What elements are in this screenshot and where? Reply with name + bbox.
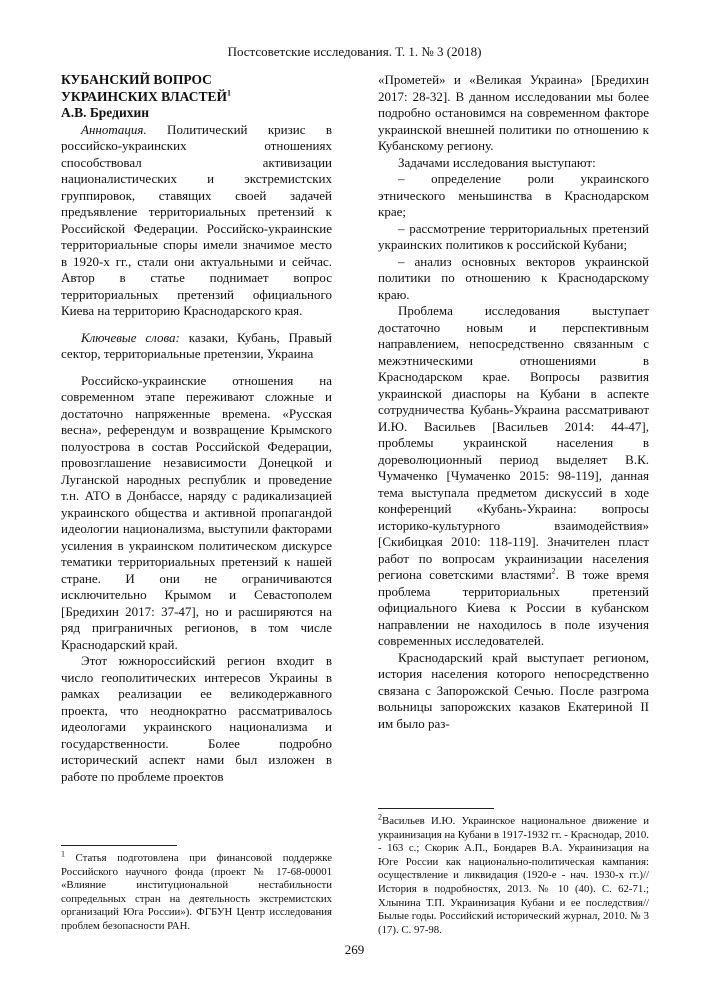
paragraph-part: Проблема исследования выступает достаточно новым и перспективным направлением, непосредственно связанным с межэтническими отношениями в Краснодарском крае. Вопросы развития украинской диаспоры на Кубани в аспекте сотрудничества Кубань-Украина рассматривают И.Ю. Васильев [Васильев 2014: 44-47], проблемы украинской населения в дореволюционный период выделяет В.К. Чумаченко [Чумаченко 2015: 98-119], данная тема выступала предметом дискуссий в ходе конференций «Кубань-Украина: вопросы историко-культурного взаимодействия» [Скибицкая 2010: 118-119]. Значителен пласт работ по вопросам украинизации населения региона советскими властями <box>378 303 649 582</box>
task-item: – анализ основных векторов украинской политики по отношению к Краснодарскому краю. <box>378 253 649 302</box>
task-item: – рассмотрение территориальных претензий украинских политиков к российской Кубани; <box>378 220 649 252</box>
abstract-label: Аннотация. <box>81 121 147 137</box>
title-line-2: УКРАИНСКИХ ВЛАСТЕЙ <box>61 88 228 104</box>
footnote-2-ref: 2 <box>551 566 556 576</box>
page-number: 269 <box>344 942 365 957</box>
paragraph: «Прометей» и «Великая Украина» [Бредихин 2017: 28-32]. В данном исследовании мы более подробно остановимся на современном факторе украинской внешней политики по отношению к Кубанскому региону. <box>378 72 649 153</box>
left-column <box>61 72 332 785</box>
footnote-2 <box>378 812 649 937</box>
footnote-rule <box>378 808 494 809</box>
keywords <box>61 330 332 363</box>
footnote-2-text: Васильев И.Ю. Украинское национальное движение и украинизация на Кубани в 1917-1932 гг. - Краснодар, 2010. - 163 с.; Скорик А.П., Бондарев В.А. Украинизация на Юге России как национально-политическая кампания: осуществление и ликвидация (1920-е - нач. 1930-х гг.)// История в подробностях, 2013. № 10 (40). С. 62-71.; Хлынина Т.П. Украинизация Кубани и ее последствия// Былые годы. Российский исторический журнал, 2010. № 3 (17). С. 97-98. <box>378 815 649 936</box>
footnote-1 <box>61 849 332 934</box>
right-column <box>378 72 649 732</box>
keywords-text: казаки, Кубань, Правый сектор, территориальные претензии, Украина <box>61 329 332 361</box>
paragraph <box>378 303 649 650</box>
task-item: – определение роли украинского этнического меньшинства в Краснодарском крае; <box>378 171 649 219</box>
title-footnote-mark: 1 <box>227 88 232 97</box>
article-title <box>61 72 332 105</box>
running-header: Постсоветские исследования. Т. 1. № 3 (2018) <box>227 44 482 59</box>
paragraph: Краснодарский край выступает регионом, история населения которого непосредственно связана с Запорожской Сечью. После разгрома вольницы запорожских казаков Екатериной II им было раз- <box>378 649 649 731</box>
paragraph: Задачами исследования выступают: <box>398 154 596 170</box>
footnote-2-mark: 2 <box>378 812 382 822</box>
paragraph: Этот южнороссийский регион входит в число геополитических интересов Украины в рамках реализации ее великодержавного проекта, что неоднократно рассматривалось идеологами украинского национализма и государственности. Более подробно исторический аспект нами был изложен в работе по проблеме проектов <box>61 653 332 784</box>
abstract-text: Политический кризис в российско-украинских отношениях способствовал активизации националистических и экстремистских группировок, ставящих своей задачей предъявление территориальных претензий к Российской Федерации. Российско-украинские территориальные споры имели значимое место в 1920-х гг., стали они актуальными и сейчас. Автор в статье поднимает вопрос территориальных претензий официального Киева на территорию Краснодарского края. <box>61 121 332 318</box>
footnote-1-text: Статья подготовлена при финансовой поддержке Российского научного фонда (проект № 17-68-00001 «Влияние институциональной нестабильности сопредельных стран на деятельность экстремистских организаций Юга России»). ФГБУН Центр исследования проблем безопасности РАН. <box>61 852 332 932</box>
article-author: А.В. Бредихин <box>61 105 150 120</box>
left-body <box>61 373 332 786</box>
footnote-1-mark: 1 <box>61 849 65 859</box>
keywords-label: Ключевые слова: <box>81 329 180 345</box>
abstract <box>61 122 332 320</box>
title-line-1: КУБАНСКИЙ ВОПРОС <box>61 72 212 87</box>
paragraph-part: . В тоже время проблема территориальных претензий официального Киева к России в кубанском направлении не находилось в поле изучения современных исследователей. <box>378 567 649 648</box>
footnote-rule <box>61 845 177 846</box>
paragraph: Российско-украинские отношения на современном этапе переживают сложные и достаточно напряженные времена. «Русская весна», референдум и возвращение Крымского полуострова в состав Российской Федерации, провозглашение независимости Донецкой и Луганской народных республик и проведение т.н. АТО в Донбассе, наряду с радикализацией украинского общества и активной пропагандой идеологии национализма, выступили факторами усиления в украинском политическом дискурсе тематики территориальных претензий к нашей стране. И они не ограничиваются исключительно Крымом и Севастополем [Бредихин 2017: 37-47], но и расширяются на ряд приграничных регионов, в том числе Краснодарский край. <box>61 372 332 652</box>
